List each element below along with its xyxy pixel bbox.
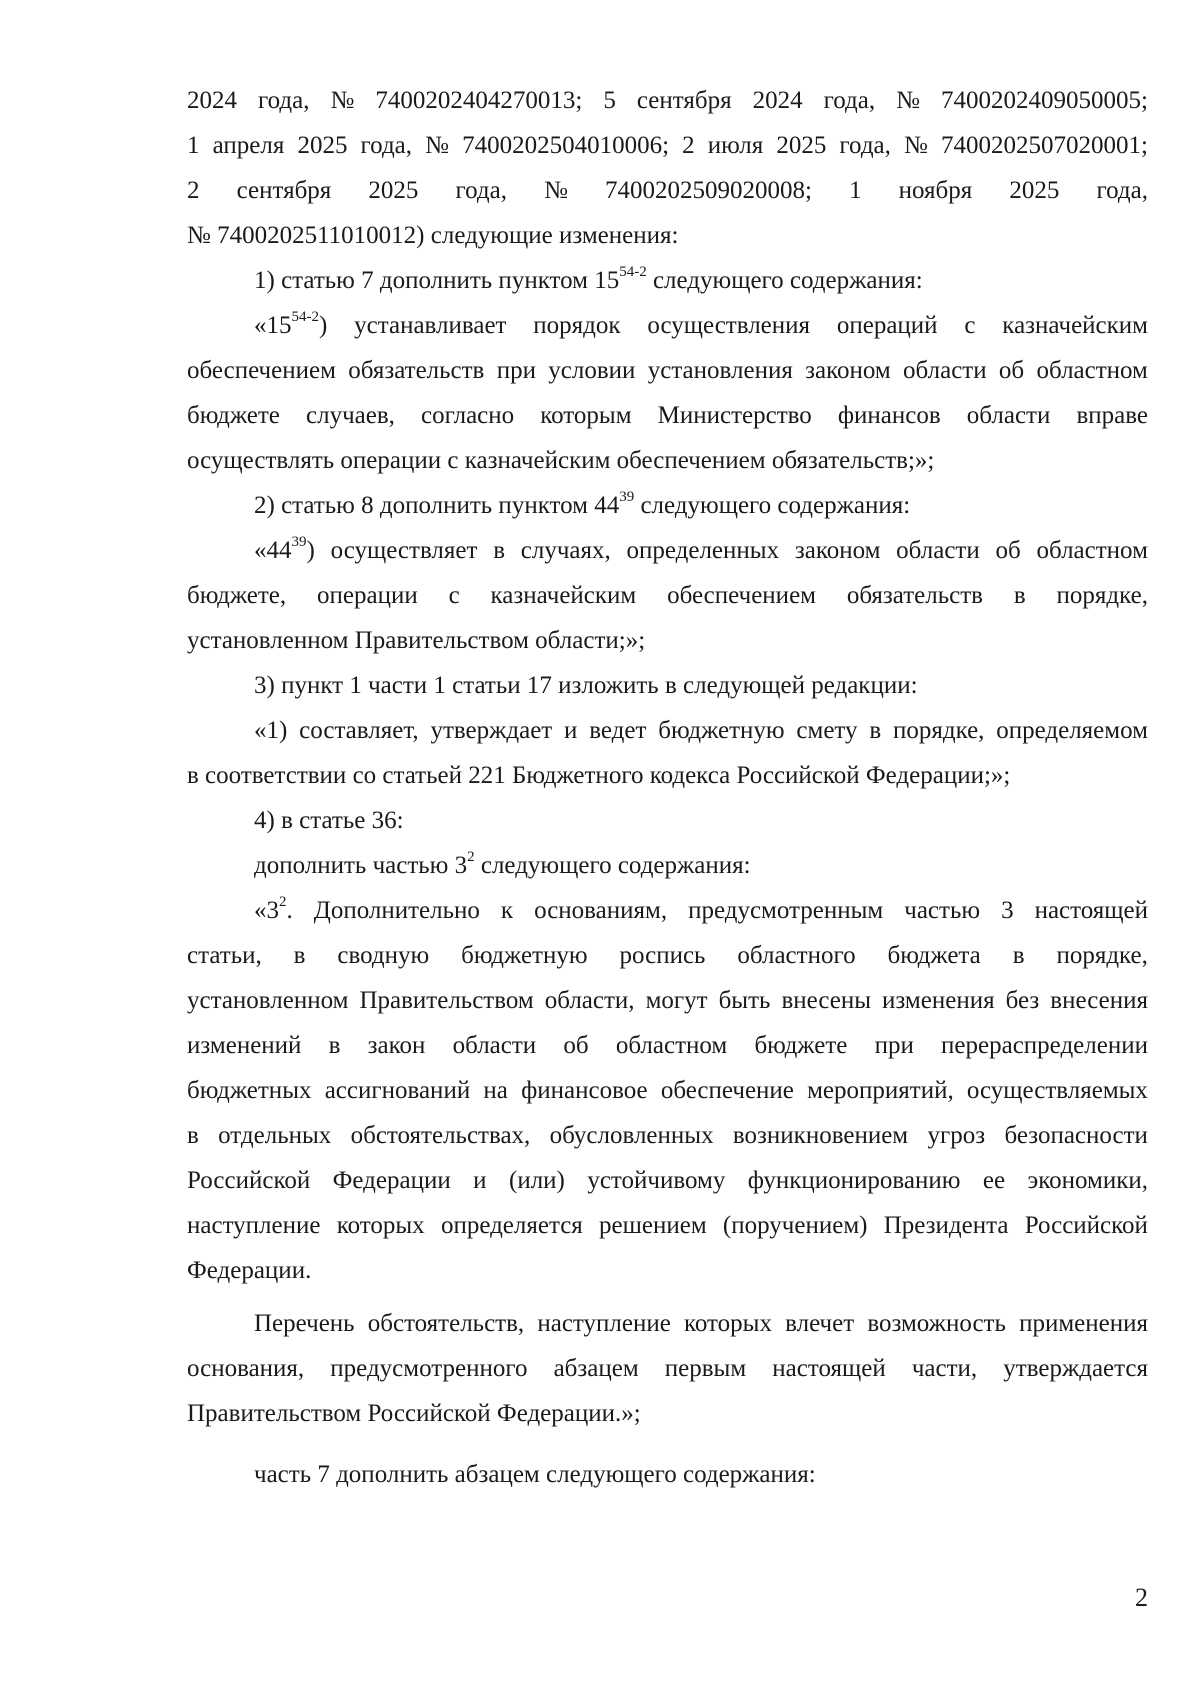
word: бюджете bbox=[187, 402, 280, 429]
word: перераспределении bbox=[941, 1032, 1148, 1059]
word: 7400202507020001; bbox=[940, 132, 1148, 159]
word-text: ) bbox=[306, 537, 315, 564]
word: внесены bbox=[781, 987, 872, 1014]
line-text: Федерации. bbox=[187, 1257, 312, 1284]
word: при bbox=[874, 1032, 914, 1059]
superscript: 54-2 bbox=[619, 263, 647, 280]
word: № bbox=[904, 132, 928, 159]
word: обстоятельствах, bbox=[350, 1122, 531, 1149]
word: условии bbox=[548, 357, 636, 384]
word: порядке, bbox=[892, 717, 985, 744]
word: основания, bbox=[187, 1355, 305, 1382]
word: первым bbox=[664, 1355, 747, 1382]
text-line bbox=[187, 483, 1148, 528]
word: обеспечением bbox=[667, 582, 816, 609]
word: осуществления bbox=[647, 312, 811, 339]
word: Перечень bbox=[254, 1310, 355, 1337]
text-line bbox=[187, 168, 1148, 213]
word: 2025 bbox=[297, 132, 348, 159]
word: мероприятий, bbox=[807, 1077, 954, 1104]
line-text: следующего содержания: bbox=[474, 852, 751, 879]
word: года, bbox=[258, 87, 310, 114]
text-line bbox=[187, 438, 1148, 483]
word: закон bbox=[367, 1032, 426, 1059]
word: Российской bbox=[1024, 1212, 1148, 1239]
line-text: № 7400202511010012) следующие изменения: bbox=[187, 222, 679, 249]
text-line bbox=[187, 753, 1148, 798]
word: 7400202404270013; bbox=[375, 87, 583, 114]
word: № bbox=[896, 87, 920, 114]
word: определяется bbox=[440, 1212, 583, 1239]
word: об bbox=[563, 1032, 589, 1059]
text-line bbox=[187, 663, 1148, 708]
text-line bbox=[187, 978, 1148, 1023]
word: изменений bbox=[187, 1032, 302, 1059]
word: составляет, bbox=[299, 717, 419, 744]
word: областном bbox=[1036, 537, 1148, 564]
word: функционированию bbox=[747, 1167, 961, 1194]
text-line bbox=[187, 1203, 1148, 1248]
text-line bbox=[187, 1452, 1148, 1497]
word: возникновением bbox=[732, 1122, 909, 1149]
word: бюджета bbox=[887, 942, 981, 969]
word: на bbox=[483, 1077, 508, 1104]
word: вправе bbox=[1076, 402, 1148, 429]
word: в bbox=[493, 537, 505, 564]
word: ведет bbox=[589, 717, 647, 744]
line-text: установленном Правительством области;»; bbox=[187, 627, 646, 654]
text-line bbox=[187, 573, 1148, 618]
word: казначейским bbox=[490, 582, 637, 609]
word: с bbox=[448, 582, 460, 609]
text-line bbox=[187, 1346, 1148, 1391]
text-line bbox=[187, 213, 1148, 258]
word: при bbox=[496, 357, 536, 384]
word: об bbox=[998, 357, 1025, 384]
word: областного bbox=[737, 942, 856, 969]
word: определяемом bbox=[996, 717, 1148, 744]
word: ее bbox=[982, 1167, 1006, 1194]
word: и bbox=[564, 717, 578, 744]
word: области, bbox=[544, 987, 635, 1014]
word: бюджетных bbox=[187, 1077, 312, 1104]
word: областном bbox=[1036, 357, 1148, 384]
word: предусмотренным bbox=[688, 897, 884, 924]
text-line bbox=[187, 843, 1148, 888]
word-text: . bbox=[286, 897, 293, 924]
word: которых bbox=[684, 1310, 772, 1337]
word: утверждает bbox=[430, 717, 553, 744]
word: согласно bbox=[421, 402, 515, 429]
word: (поручением) bbox=[722, 1212, 868, 1239]
word: наступление bbox=[187, 1212, 321, 1239]
word: частью bbox=[904, 897, 981, 924]
text-line bbox=[187, 1023, 1148, 1068]
word: 1 bbox=[849, 177, 862, 204]
word: экономики, bbox=[1027, 1167, 1148, 1194]
word: 2025 bbox=[776, 132, 827, 159]
word: изменения bbox=[882, 987, 995, 1014]
word: года, bbox=[1096, 177, 1148, 204]
text-line bbox=[187, 393, 1148, 438]
word: установления bbox=[647, 357, 793, 384]
word: области bbox=[903, 357, 987, 384]
word: безопасности bbox=[1004, 1122, 1148, 1149]
word: 2 bbox=[187, 177, 200, 204]
line-text: 4) в статье 36: bbox=[254, 807, 404, 834]
word: утверждается bbox=[1003, 1355, 1148, 1382]
superscript: 39 bbox=[619, 488, 635, 505]
word: обусловленных bbox=[549, 1122, 714, 1149]
word: сентября bbox=[236, 177, 332, 204]
word: 7400202409050005; bbox=[940, 87, 1148, 114]
text-line bbox=[187, 1113, 1148, 1158]
word: ноября bbox=[898, 177, 973, 204]
word: 2025 bbox=[1009, 177, 1060, 204]
word: 5 bbox=[603, 87, 616, 114]
word-text: «15 bbox=[254, 312, 292, 339]
word: областном bbox=[615, 1032, 728, 1059]
text-line bbox=[187, 123, 1148, 168]
word: бюджете bbox=[754, 1032, 848, 1059]
word: финансов bbox=[837, 402, 941, 429]
word: Федерации bbox=[332, 1167, 451, 1194]
word: предусмотренного bbox=[330, 1355, 528, 1382]
word-text: ) bbox=[319, 312, 328, 339]
line-text: 1) статью 7 дополнить пунктом 15 bbox=[254, 267, 620, 294]
word: части, bbox=[911, 1355, 978, 1382]
word: установленном bbox=[187, 987, 349, 1014]
word: бюджетную bbox=[461, 942, 588, 969]
word: Дополнительно bbox=[313, 897, 480, 924]
word: законом bbox=[794, 537, 881, 564]
word: применения bbox=[1019, 1310, 1148, 1337]
word: года, bbox=[823, 87, 876, 114]
word: финансовое bbox=[521, 1077, 648, 1104]
line-text: 3) пункт 1 части 1 статьи 17 изложить в следующей редакции: bbox=[254, 672, 918, 699]
word: года, bbox=[455, 177, 507, 204]
text-line bbox=[187, 78, 1148, 123]
word: июля bbox=[707, 132, 764, 159]
document-body bbox=[187, 78, 1148, 1497]
word: статьи, bbox=[187, 942, 262, 969]
word: с bbox=[964, 312, 976, 339]
word: года, bbox=[360, 132, 413, 159]
word: в bbox=[1013, 582, 1026, 609]
word: осуществляемых bbox=[966, 1077, 1148, 1104]
word: 2024 bbox=[752, 87, 803, 114]
word: 7400202509020008; bbox=[605, 177, 812, 204]
word: 1 bbox=[187, 132, 200, 159]
word: (или) bbox=[509, 1167, 565, 1194]
text-line bbox=[187, 1391, 1148, 1436]
word: отдельных bbox=[218, 1122, 332, 1149]
word: № bbox=[330, 87, 355, 114]
word bbox=[254, 528, 315, 573]
word: обеспечение bbox=[660, 1077, 794, 1104]
word: устойчивому bbox=[587, 1167, 726, 1194]
word: апреля bbox=[212, 132, 285, 159]
word: обязательств bbox=[348, 357, 485, 384]
word: области bbox=[452, 1032, 537, 1059]
page-number: 2 bbox=[1135, 1583, 1148, 1612]
word: Правительством bbox=[359, 987, 534, 1014]
word: бюджете, bbox=[187, 582, 287, 609]
word: Министерство bbox=[657, 402, 812, 429]
text-line bbox=[187, 1068, 1148, 1113]
word: роспись bbox=[619, 942, 706, 969]
superscript: 54-2 bbox=[291, 308, 319, 325]
word-text: «3 bbox=[254, 897, 279, 924]
word bbox=[254, 303, 327, 348]
superscript: 39 bbox=[291, 533, 307, 550]
superscript: 2 bbox=[467, 848, 475, 865]
word: Российской bbox=[187, 1167, 311, 1194]
line-text: дополнить частью 3 bbox=[254, 852, 468, 879]
word: которым bbox=[540, 402, 632, 429]
word: к bbox=[500, 897, 514, 924]
word: Президента bbox=[883, 1212, 1009, 1239]
word: обеспечением bbox=[187, 357, 336, 384]
word: осуществляет bbox=[330, 537, 478, 564]
word: и bbox=[473, 1167, 487, 1194]
word: 2 bbox=[682, 132, 695, 159]
word: без bbox=[1005, 987, 1040, 1014]
word: № bbox=[425, 132, 449, 159]
word: операции bbox=[317, 582, 418, 609]
word: устанавливает bbox=[354, 312, 507, 339]
word: № bbox=[544, 177, 568, 204]
text-line bbox=[187, 933, 1148, 978]
word: абзацем bbox=[553, 1355, 639, 1382]
word: 2025 bbox=[368, 177, 419, 204]
word-text: «44 bbox=[254, 537, 292, 564]
word: угроз bbox=[927, 1122, 986, 1149]
text-line bbox=[187, 258, 1148, 303]
line-text: в соответствии со статьей 221 Бюджетного кодекса Российской Федерации;»; bbox=[187, 762, 1011, 789]
word: случаев, bbox=[306, 402, 395, 429]
text-line bbox=[187, 888, 1148, 933]
superscript: 2 bbox=[279, 893, 287, 910]
text-line bbox=[187, 798, 1148, 843]
word: определенных bbox=[626, 537, 780, 564]
word: наступление bbox=[537, 1310, 671, 1337]
word: настоящей bbox=[1034, 897, 1148, 924]
word: случаях, bbox=[520, 537, 611, 564]
word: смету bbox=[796, 717, 858, 744]
word: которых bbox=[336, 1212, 425, 1239]
text-line bbox=[187, 708, 1148, 753]
word: настоящей bbox=[772, 1355, 886, 1382]
word bbox=[254, 888, 293, 933]
word: могут bbox=[645, 987, 708, 1014]
word: области bbox=[966, 402, 1051, 429]
text-line bbox=[187, 1248, 1148, 1293]
word: сентября bbox=[636, 87, 732, 114]
word: года, bbox=[839, 132, 891, 159]
word: в bbox=[293, 942, 306, 969]
text-line bbox=[187, 1158, 1148, 1203]
word: «1) bbox=[254, 717, 288, 744]
word: законом bbox=[805, 357, 891, 384]
word: в bbox=[1012, 942, 1025, 969]
word: операций bbox=[836, 312, 938, 339]
word: основаниям, bbox=[534, 897, 668, 924]
word: порядке, bbox=[1056, 942, 1148, 969]
text-line bbox=[187, 528, 1148, 573]
text-line bbox=[187, 303, 1148, 348]
line-text: часть 7 дополнить абзацем следующего содержания: bbox=[254, 1461, 816, 1488]
word: об bbox=[995, 537, 1021, 564]
word: порядке, bbox=[1056, 582, 1148, 609]
line-text: следующего содержания: bbox=[634, 492, 911, 519]
line-text: осуществлять операции с казначейским обеспечением обязательств;»; bbox=[187, 447, 935, 474]
text-line bbox=[187, 348, 1148, 393]
word: сводную bbox=[337, 942, 430, 969]
word: решением bbox=[599, 1212, 707, 1239]
line-text: 2) статью 8 дополнить пунктом 44 bbox=[254, 492, 620, 519]
word: быть bbox=[718, 987, 771, 1014]
word: ассигнований bbox=[324, 1077, 471, 1104]
word: порядок bbox=[533, 312, 621, 339]
word: 7400202504010006; bbox=[462, 132, 670, 159]
word: в bbox=[869, 717, 882, 744]
word: внесения bbox=[1050, 987, 1148, 1014]
text-line bbox=[187, 1301, 1148, 1346]
line-text: следующего содержания: bbox=[646, 267, 923, 294]
word: обстоятельств, bbox=[367, 1310, 525, 1337]
text-line bbox=[187, 618, 1148, 663]
word: 3 bbox=[1001, 897, 1014, 924]
line-text: Правительством Российской Федерации.»; bbox=[187, 1400, 641, 1427]
word: возможность bbox=[867, 1310, 1006, 1337]
word: в bbox=[187, 1122, 199, 1149]
word: 2024 bbox=[187, 87, 237, 114]
word: влечет bbox=[785, 1310, 855, 1337]
word: бюджетную bbox=[658, 717, 785, 744]
word: области bbox=[896, 537, 980, 564]
word: обязательств bbox=[846, 582, 983, 609]
word: в bbox=[328, 1032, 341, 1059]
word: казначейским bbox=[1002, 312, 1148, 339]
